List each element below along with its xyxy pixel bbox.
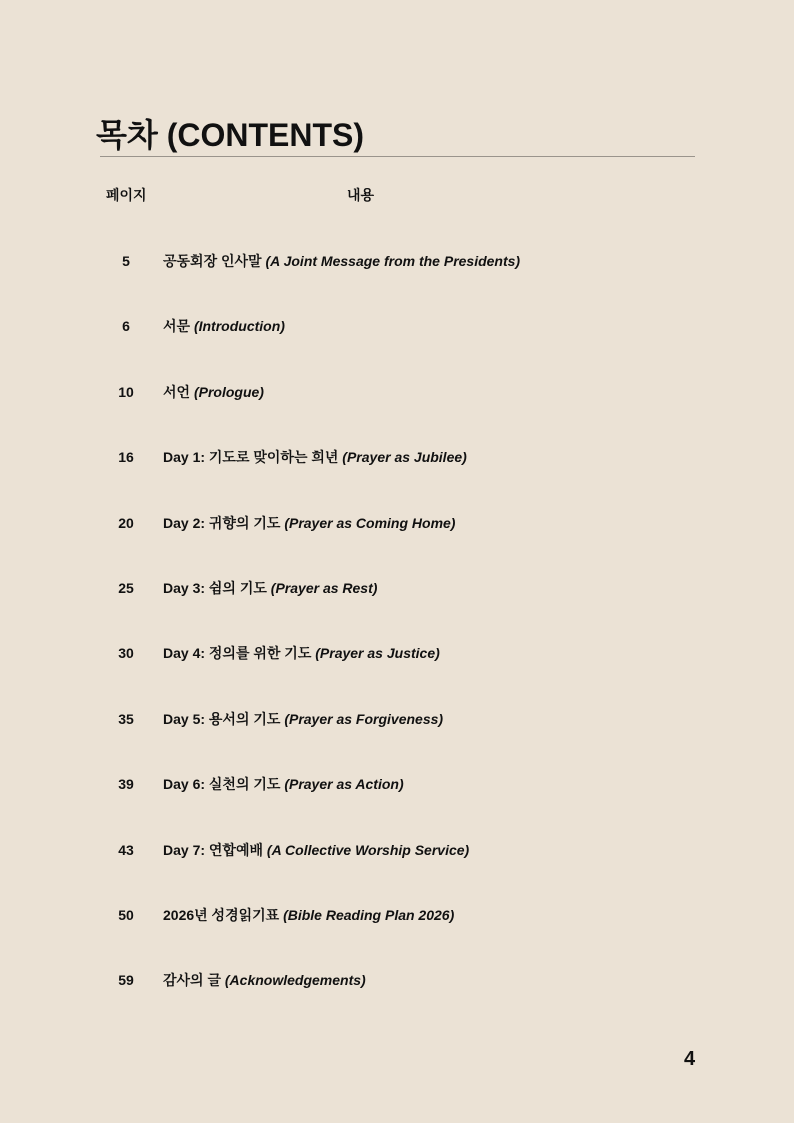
toc-entry-title: 서문 — [163, 318, 191, 335]
toc-entry-text — [163, 251, 520, 271]
toc-entry-subtitle: (A Joint Message from the Presidents) — [265, 253, 521, 269]
toc-entry-subtitle: (Prayer as Rest) — [270, 579, 378, 596]
toc-entry-subtitle: (Introduction) — [193, 318, 285, 335]
toc-page-number: 10 — [118, 383, 134, 400]
toc-entry-title: Day 1: 기도로 맞이하는 희년 — [163, 449, 339, 466]
toc-entry[interactable] — [0, 513, 794, 578]
toc-entry[interactable] — [0, 840, 794, 905]
toc-entry-text — [163, 840, 469, 860]
table-of-contents — [0, 251, 794, 1036]
toc-entry-subtitle: (Acknowledgements) — [224, 972, 366, 989]
column-header-content: 내용 — [347, 187, 375, 203]
toc-page-number: 43 — [118, 841, 134, 858]
toc-entry[interactable] — [0, 709, 794, 774]
page-number: 4 — [684, 1048, 696, 1070]
page-title: 목차 (CONTENTS) — [96, 117, 365, 154]
toc-entry-text — [163, 316, 285, 336]
toc-entry-subtitle: (Prayer as Forgiveness) — [284, 710, 444, 727]
toc-entry-subtitle: (A Collective Worship Service) — [266, 841, 470, 858]
toc-entry-subtitle: (Prologue) — [193, 383, 264, 400]
toc-entry[interactable] — [0, 578, 794, 643]
column-header-page: 페이지 — [106, 187, 147, 203]
toc-entry-text — [163, 382, 264, 402]
toc-entry[interactable] — [0, 905, 794, 970]
toc-page-number: 20 — [118, 514, 134, 531]
toc-entry[interactable] — [0, 316, 794, 381]
toc-entry-title: 감사의 글 — [163, 972, 221, 989]
toc-entry-text — [163, 774, 404, 794]
toc-entry-subtitle: (Prayer as Coming Home) — [284, 514, 456, 531]
toc-page-number: 6 — [122, 318, 130, 335]
toc-entry-subtitle: (Bible Reading Plan 2026) — [283, 906, 455, 923]
toc-entry-subtitle: (Prayer as Justice) — [315, 645, 440, 662]
toc-entry-text — [163, 513, 455, 533]
toc-entry-title: 서언 — [163, 383, 191, 400]
toc-entry[interactable] — [0, 643, 794, 708]
toc-entry[interactable] — [0, 382, 794, 447]
toc-page-number: 59 — [118, 972, 134, 989]
toc-entry-text — [163, 709, 443, 729]
title-divider — [100, 156, 695, 157]
toc-page-number: 16 — [118, 449, 134, 466]
toc-page-number: 50 — [118, 906, 134, 923]
toc-entry-subtitle: (Prayer as Jubilee) — [342, 449, 467, 466]
toc-page-number: 25 — [118, 579, 134, 596]
toc-entry-text — [163, 578, 377, 598]
toc-entry-title: Day 5: 용서의 기도 — [163, 710, 281, 727]
toc-entry-title: Day 6: 실천의 기도 — [163, 776, 281, 793]
toc-entry[interactable] — [0, 251, 794, 316]
toc-entry-text — [163, 970, 366, 990]
toc-page-number: 30 — [118, 645, 134, 662]
toc-entry[interactable] — [0, 774, 794, 839]
toc-entry-title: Day 2: 귀향의 기도 — [163, 514, 281, 531]
toc-entry-text — [163, 643, 440, 663]
toc-entry-title: 공동회장 인사말 — [163, 253, 262, 269]
toc-entry-title: 2026년 성경읽기표 — [163, 906, 280, 923]
toc-page-number: 35 — [118, 710, 134, 727]
toc-entry-subtitle: (Prayer as Action) — [284, 776, 404, 793]
toc-entry-title: Day 4: 정의를 위한 기도 — [163, 645, 312, 662]
toc-entry[interactable] — [0, 447, 794, 512]
toc-page-number: 39 — [118, 776, 134, 793]
toc-entry-text — [163, 905, 454, 925]
toc-page-number: 5 — [122, 253, 130, 269]
toc-entry[interactable] — [0, 970, 794, 1035]
toc-entry-title: Day 7: 연합예배 — [163, 841, 264, 858]
toc-entry-text — [163, 447, 467, 467]
toc-entry-title: Day 3: 쉼의 기도 — [163, 579, 267, 596]
